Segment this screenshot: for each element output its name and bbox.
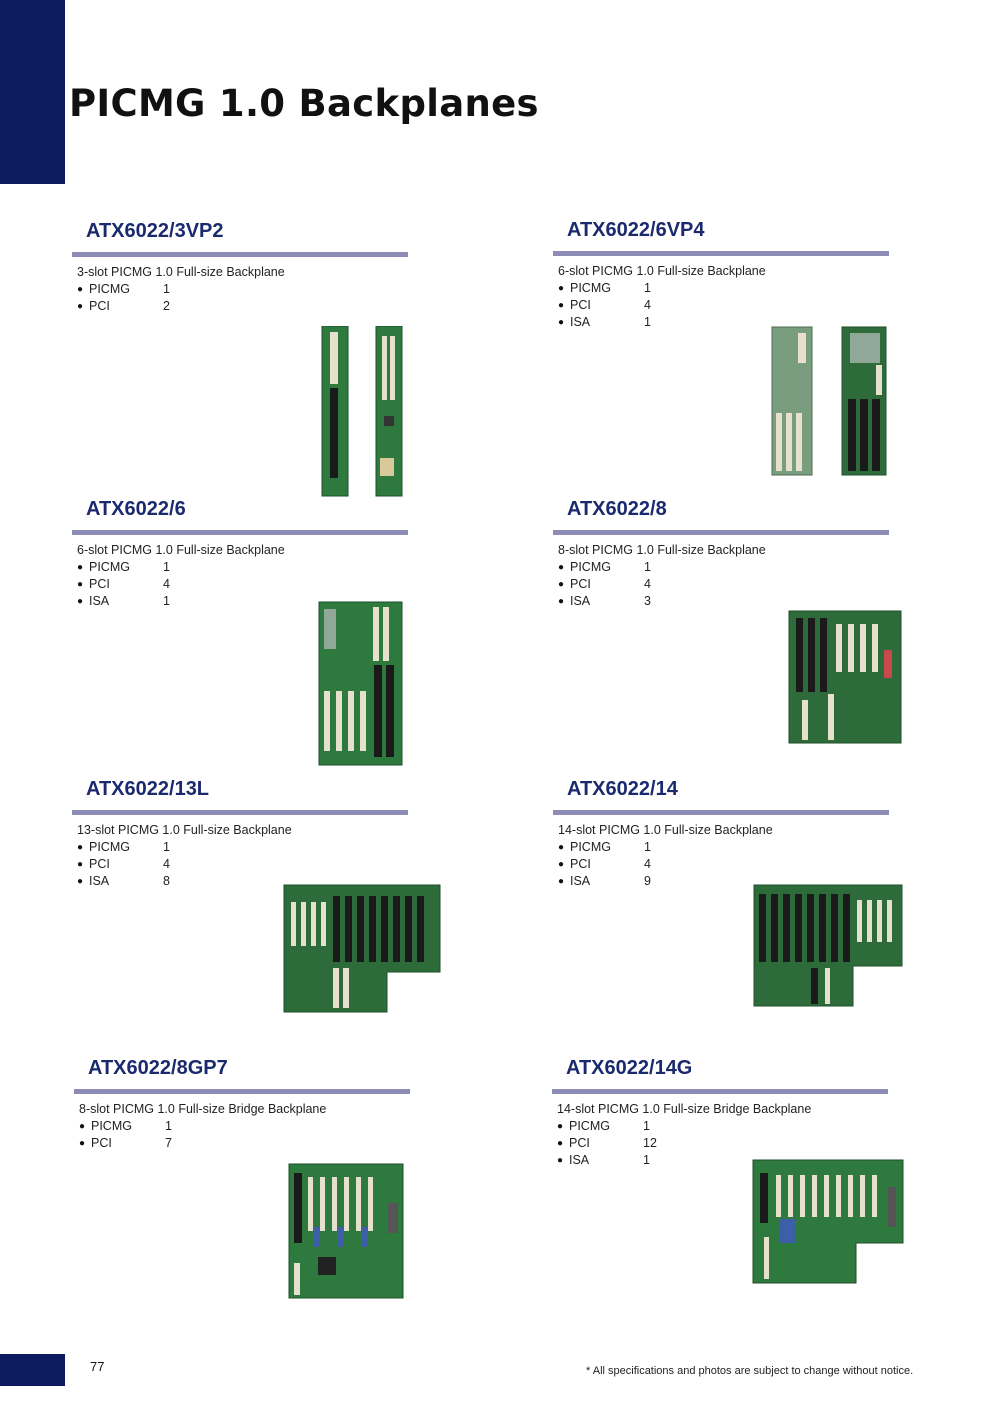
spec-value: 4 (644, 298, 651, 312)
backplane-photo-atx6022-14g (752, 1159, 904, 1285)
backplane-photo-atx6022-6vp4 (770, 325, 888, 479)
spec-key: ISA (570, 874, 591, 888)
spec-value: 1 (163, 594, 170, 608)
spec-key: PCI (570, 857, 591, 871)
spec-item (77, 839, 412, 856)
spec-key: PCI (570, 577, 591, 591)
spec-list (558, 280, 893, 331)
bullet-icon: ● (558, 317, 565, 328)
spec-value: 1 (644, 281, 651, 295)
product-name: ATX6022/8GP7 (88, 1057, 228, 1079)
product-description: 6-slot PICMG 1.0 Full-size Backplane (558, 264, 766, 278)
section-divider (553, 810, 889, 815)
spec-item (558, 280, 893, 297)
product-description: 8-slot PICMG 1.0 Full-size Backplane (558, 543, 766, 557)
spec-item (77, 576, 412, 593)
spec-list (558, 839, 893, 890)
section-divider (552, 1089, 888, 1094)
backplane-photo-atx6022-6 (318, 601, 403, 766)
spec-key: PCI (89, 299, 110, 313)
spec-value: 12 (643, 1136, 657, 1150)
product-atx6022-14 (553, 778, 893, 890)
spec-value: 3 (644, 594, 651, 608)
spec-key: PCI (569, 1136, 590, 1150)
spec-item (558, 576, 893, 593)
spec-value: 1 (644, 840, 651, 854)
bullet-icon: ● (558, 300, 565, 311)
product-atx6022-8 (553, 498, 893, 610)
footnote: * All specifications and photos are subject to change without notice. (586, 1365, 914, 1377)
spec-value: 4 (644, 857, 651, 871)
bullet-icon: ● (558, 562, 565, 573)
section-divider (72, 530, 408, 535)
spec-item (77, 298, 412, 315)
spec-item (558, 856, 893, 873)
spec-item (557, 1118, 892, 1135)
spec-key: PICMG (89, 840, 130, 854)
bullet-icon: ● (557, 1121, 564, 1132)
product-name: ATX6022/6 (86, 498, 186, 520)
product-atx6022-13l (72, 778, 412, 890)
spec-item (77, 856, 412, 873)
bullet-icon: ● (558, 579, 565, 590)
section-divider (72, 810, 408, 815)
spec-list (558, 559, 893, 610)
product-name: ATX6022/14 (567, 778, 678, 800)
spec-item (558, 593, 893, 610)
bullet-icon: ● (79, 1138, 86, 1149)
spec-list (77, 281, 412, 315)
product-description: 3-slot PICMG 1.0 Full-size Backplane (77, 265, 285, 279)
product-name: ATX6022/8 (567, 498, 667, 520)
bullet-icon: ● (77, 596, 84, 607)
bullet-icon: ● (558, 876, 565, 887)
footer-accent-bar (0, 1354, 65, 1386)
backplane-photo-atx6022-13l (283, 884, 441, 1014)
bullet-icon: ● (77, 301, 84, 312)
spec-item (79, 1135, 414, 1152)
product-name: ATX6022/3VP2 (86, 220, 224, 242)
spec-key: PCI (89, 857, 110, 871)
spec-item (79, 1118, 414, 1135)
spec-key: ISA (569, 1153, 590, 1167)
bullet-icon: ● (77, 876, 84, 887)
backplane-photo-atx6022-8gp7 (288, 1163, 404, 1299)
spec-value: 8 (163, 874, 170, 888)
bullet-icon: ● (77, 562, 84, 573)
bullet-icon: ● (558, 859, 565, 870)
product-atx6022-6 (72, 498, 412, 610)
spec-value: 4 (644, 577, 651, 591)
section-divider (72, 252, 408, 257)
bullet-icon: ● (77, 579, 84, 590)
spec-key: PICMG (89, 282, 130, 296)
spec-value: 1 (644, 315, 651, 329)
spec-item (558, 297, 893, 314)
spec-key: ISA (89, 594, 110, 608)
product-description: 14-slot PICMG 1.0 Full-size Backplane (558, 823, 773, 837)
product-description: 8-slot PICMG 1.0 Full-size Bridge Backplane (79, 1102, 327, 1116)
spec-value: 9 (644, 874, 651, 888)
bullet-icon: ● (557, 1155, 564, 1166)
spec-item (557, 1135, 892, 1152)
spec-key: ISA (570, 315, 591, 329)
product-atx6022-8gp7 (74, 1057, 414, 1152)
spec-key: PCI (89, 577, 110, 591)
spec-value: 1 (644, 560, 651, 574)
bullet-icon: ● (77, 859, 84, 870)
bullet-icon: ● (557, 1138, 564, 1149)
spec-item (558, 559, 893, 576)
spec-key: PICMG (570, 840, 611, 854)
bullet-icon: ● (558, 842, 565, 853)
product-description: 13-slot PICMG 1.0 Full-size Backplane (77, 823, 292, 837)
page-title: PICMG 1.0 Backplanes (69, 82, 539, 125)
spec-value: 1 (643, 1119, 650, 1133)
bullet-icon: ● (558, 283, 565, 294)
spec-key: PCI (91, 1136, 112, 1150)
backplane-photo-atx6022-8 (788, 610, 902, 744)
spec-value: 1 (643, 1153, 650, 1167)
product-description: 14-slot PICMG 1.0 Full-size Bridge Backplane (557, 1102, 812, 1116)
bullet-icon: ● (77, 842, 84, 853)
spec-key: PICMG (89, 560, 130, 574)
spec-value: 7 (165, 1136, 172, 1150)
product-description: 6-slot PICMG 1.0 Full-size Backplane (77, 543, 285, 557)
spec-value: 1 (165, 1119, 172, 1133)
spec-key: PICMG (91, 1119, 132, 1133)
page-number: 77 (90, 1359, 105, 1374)
spec-value: 2 (163, 299, 170, 313)
bullet-icon: ● (79, 1121, 86, 1132)
spec-value: 4 (163, 577, 170, 591)
spec-value: 1 (163, 560, 170, 574)
spec-value: 1 (163, 840, 170, 854)
product-atx6022-14g (552, 1057, 892, 1169)
spec-value: 1 (163, 282, 170, 296)
bullet-icon: ● (558, 596, 565, 607)
spec-list (79, 1118, 414, 1152)
spec-list (77, 839, 412, 890)
product-atx6022-3vp2 (72, 220, 412, 315)
spec-key: PICMG (570, 281, 611, 295)
section-divider (553, 530, 889, 535)
backplane-photo-atx6022-3vp2 (320, 326, 405, 498)
spec-key: ISA (89, 874, 110, 888)
spec-value: 4 (163, 857, 170, 871)
spec-item (77, 281, 412, 298)
bullet-icon: ● (77, 284, 84, 295)
product-atx6022-6vp4 (553, 219, 893, 331)
product-name: ATX6022/14G (566, 1057, 693, 1079)
spec-key: ISA (570, 594, 591, 608)
backplane-photo-atx6022-14 (753, 884, 903, 1008)
spec-item (77, 559, 412, 576)
section-divider (74, 1089, 410, 1094)
spec-key: PCI (570, 298, 591, 312)
section-divider (553, 251, 889, 256)
spec-key: PICMG (569, 1119, 610, 1133)
side-accent-bar (0, 0, 65, 184)
spec-key: PICMG (570, 560, 611, 574)
product-name: ATX6022/6VP4 (567, 219, 705, 241)
spec-item (558, 839, 893, 856)
product-name: ATX6022/13L (86, 778, 210, 800)
